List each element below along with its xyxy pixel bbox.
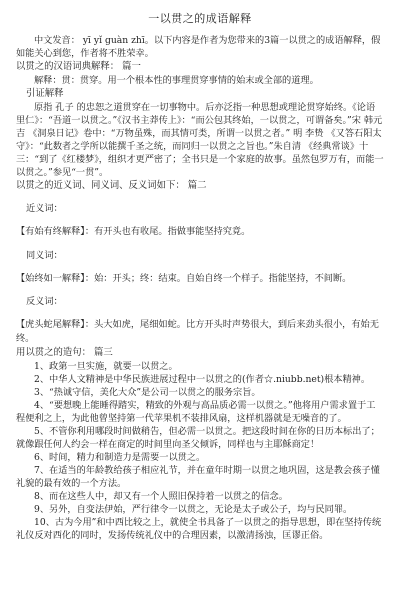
example-sentence: 8、而在这些人中，却又有一个人照旧保持着一以贯之的信念。 <box>34 491 288 503</box>
example-sentence: 1、政第一旦实施，就要一以贯之。 <box>34 361 178 373</box>
citation-heading: 引证解释 <box>26 88 64 99</box>
example-sentence: 5、不管你利用哪段时间做稍告，但必需一以贯之。把这段时间在你的日历本标出了；就像跟任何人约会一样在商定的时间里向圣父倾诉，同样也与主耶稣商定！ <box>16 426 380 451</box>
antonym-label: 反义词： <box>26 295 63 307</box>
definition-paragraph: 解释：贯：贯穿。用一个根本性的事理贯穿事情的始末或全部的道理。 <box>34 75 319 86</box>
example-sentence: 3、“热诚守信，美化大众”是公司一以贯之的服务宗旨。 <box>34 387 261 399</box>
example-sentence: 10、古为今用”和中西比较之上，就使全书具备了一以贯之的指导思想，即在坚持传统礼仪反对西化的同时，发扬传统礼仪中的合理因素，以激清扬浊，匡谬正俗。 <box>16 517 382 542</box>
example-sentence: 7、在适当的年龄教给孩子相应礼节，并在童年时期一以贯之地巩固，这是教会孩子懂礼貌的最有效的一个方法。 <box>16 465 380 490</box>
antonym-entry: 【虎头蛇尾解释】：头大如虎，尾细如蛇。比方开头时声势很大，到后来劲头很小，有始无终。 <box>16 319 379 345</box>
section-heading-examples: 用以贯之的造句： 篇三 <box>16 347 113 359</box>
synonym-label: 同义词： <box>26 249 63 261</box>
example-sentence: 9、另外，自变法伊始，严行律令一以贯之，无论是太子或公子，均与民同罪。 <box>34 504 353 516</box>
section-heading-related: 以贯之的近义词、同义词、反义词如下： 篇二 <box>16 180 207 191</box>
example-sentence: 2、中华人文精神是中华民族进展过程中一以贯之的(作者☆.niubb.net)根本精神。 <box>34 374 371 386</box>
section-heading-dictionary: 以贯之的汉语词典解释： 篇一 <box>16 61 141 72</box>
page-title: 一以贯之的成语解释 <box>148 12 252 25</box>
example-sentence: 4、“要想晚上能睡得踏实，精致的外观与高品质必需一以贯之。”他将用户需求置于工程便利之上，为此他曾坚持第一代苹果机不装排风扇，这样机器就是无噪音的了。 <box>16 400 376 425</box>
citation-paragraph: 原指 孔子 的忠恕之道贯穿在一切事物中。后亦泛指一种思想或理论贯穿始终。《论语里仁》：“吾道一以贯之。”《汉书主莽传上》：“而公包其终始，一以贯之，可谓备矣。”宋 韩元吉 《洞泉日记》卷中：“万物虽殊，而其情可类，所谓一以贯之者。” 明 李贽 《又答石阳太守》：“此数者之学所以能撰千圣之统，而同归一以贯之之旨也。”朱自清 《经典常谈》十三：“到了《红楼梦》，组织才更严密了；全书只是一个家庭的故事。虽然包罗万有，而能一以贯之。”参见“一贯”。 <box>16 102 384 178</box>
example-list <box>16 360 384 542</box>
synonym-entry: 【始终如一解释】：始：开头；终：结束。自始自终一个样子。指能坚持，不间断。 <box>16 272 352 284</box>
intro-paragraph: 中文发音： yī yǐ guàn zhī。以下内容是作者为您带来的3篇一以贯之的成语解释，假如能关心到您，作者将不胜荣幸。 <box>16 35 381 59</box>
example-sentence: 6、时间，精力和制造力是需要一以贯之。 <box>34 452 206 464</box>
near-synonym-entry: 【有始有终解释】：有开头也有收尾。指做事能坚持究竟。 <box>16 226 251 238</box>
near-synonym-label: 近义词： <box>26 203 63 215</box>
